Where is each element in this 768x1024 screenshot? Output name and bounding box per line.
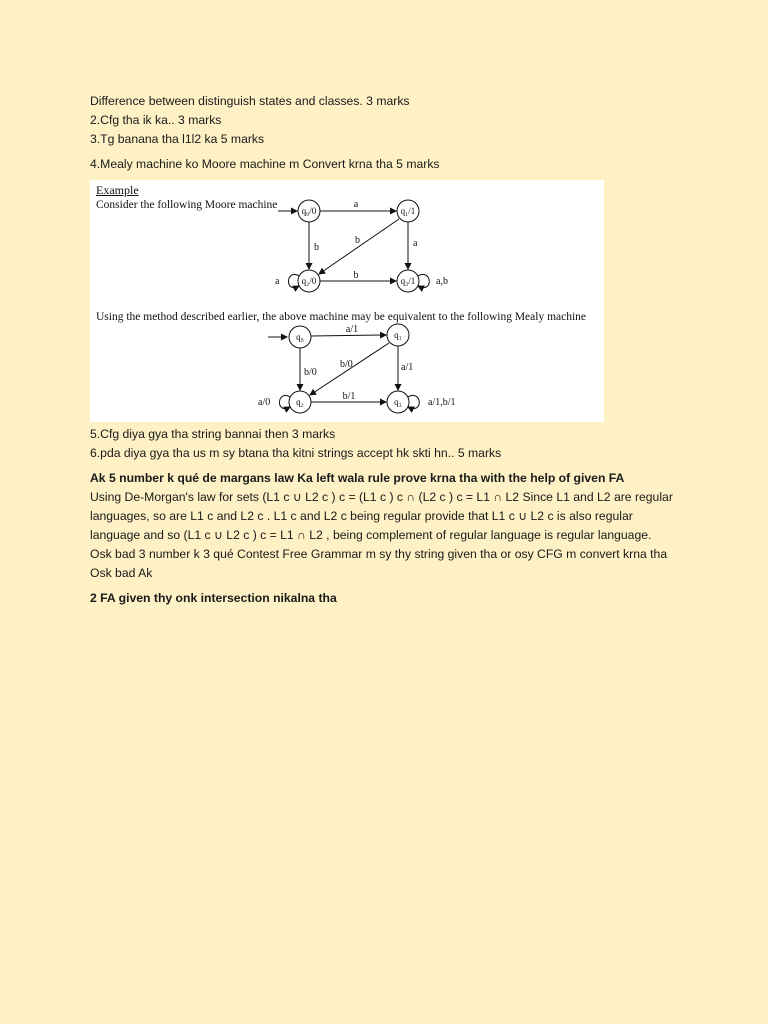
de-morgan-question: Ak 5 number k qué de margans law Ka left wala rule prove krna tha with the help of given FA [90,471,625,485]
question-6: 6.pda diya gya tha us m sy btana tha kitni strings accept hk skti hn.. 5 marks [90,446,502,460]
state-diagrams [90,180,604,422]
moore-edge-label-q2-q3: b [353,270,359,281]
moore-loop-q3 [418,274,429,287]
moore-q3-label: q₃/1 [400,276,416,286]
mealy-loop-label-q3: a/1,b/1 [428,397,456,408]
moore-loop-label-q2: a [275,276,280,287]
moore-edge-label-q1-q3: a [413,238,418,249]
question-5: 5.Cfg diya gya tha string bannai then 3 marks [90,427,336,441]
question-4: 4.Mealy machine ko Moore machine m Convert krna tha 5 marks [90,157,440,171]
cfg-question-note: Osk bad 3 number k 3 qué Contest Free Grammar m sy thy string given tha or osy CFG m convert krna tha Osk bad Ak [90,547,668,580]
mealy-edge-label-q0-q1: a/1 [345,324,359,335]
mealy-edge-label-q0-q2: b/0 [304,367,317,378]
mealy-edge-label-q1-q3: a/1 [401,362,414,373]
mealy-q3-label: q₃ [394,397,402,407]
moore-q1-label: q₁/1 [400,206,416,216]
moore-q2-label: q₂/0 [301,276,317,286]
mealy-edge-label-q1-q2: b/0 [340,359,353,370]
mealy-q2-label: q₂ [296,397,304,407]
document-page [90,92,680,608]
mealy-loop-q2 [279,395,290,408]
figure-example-heading: Example [96,183,139,197]
mealy-loop-q3 [408,395,419,408]
mealy-q1-label: q₁ [394,330,402,340]
moore-edge-q1-q2 [319,219,399,274]
moore-edge-label-q0-q2: b [314,242,319,253]
question-3: 3.Tg banana tha l1l2 ka 5 marks [90,132,265,146]
moore-q0-label: q₀/0 [301,206,317,216]
moore-edge-label-q1-q2: b [355,235,360,246]
moore-loop-q2 [288,274,299,287]
mealy-edge-q0-q1 [311,335,386,336]
moore-mealy-figure [90,180,604,422]
mealy-loop-label-q2: a/0 [258,397,271,408]
mealy-edge-label-q2-q3: b/1 [342,391,356,402]
figure-using-text: Using the method described earlier, the above machine may be equivalent to the following Mealy machine [96,311,587,323]
question-1: Difference between distinguish states and classes. 3 marks [90,94,410,108]
moore-edge-label-q0-q1: a [353,199,359,210]
fa-intersection-question: 2 FA given thy onk intersection nikalna tha [90,591,337,605]
de-morgan-answer: Using De-Morgan's law for sets (L1 c ∪ L2 c ) c = (L1 c ) c ∩ (L2 c ) c = L1 ∩ L2 Since L1 and L2 are regular languages, so are L1 c and L2 c . L1 c and L2 c being regular provide that L1 c ∪ L2 c is also regular language and so (L1 c ∪ L2 c ) c = L1 ∩ L2 , being complement of regular language is regular language. [90,490,673,542]
moore-loop-label-q3: a,b [436,276,448,287]
question-2: 2.Cfg tha ik ka.. 3 marks [90,113,222,127]
figure-consider-text: Consider the following Moore machine [96,199,278,211]
mealy-q0-label: q₀ [296,332,304,342]
